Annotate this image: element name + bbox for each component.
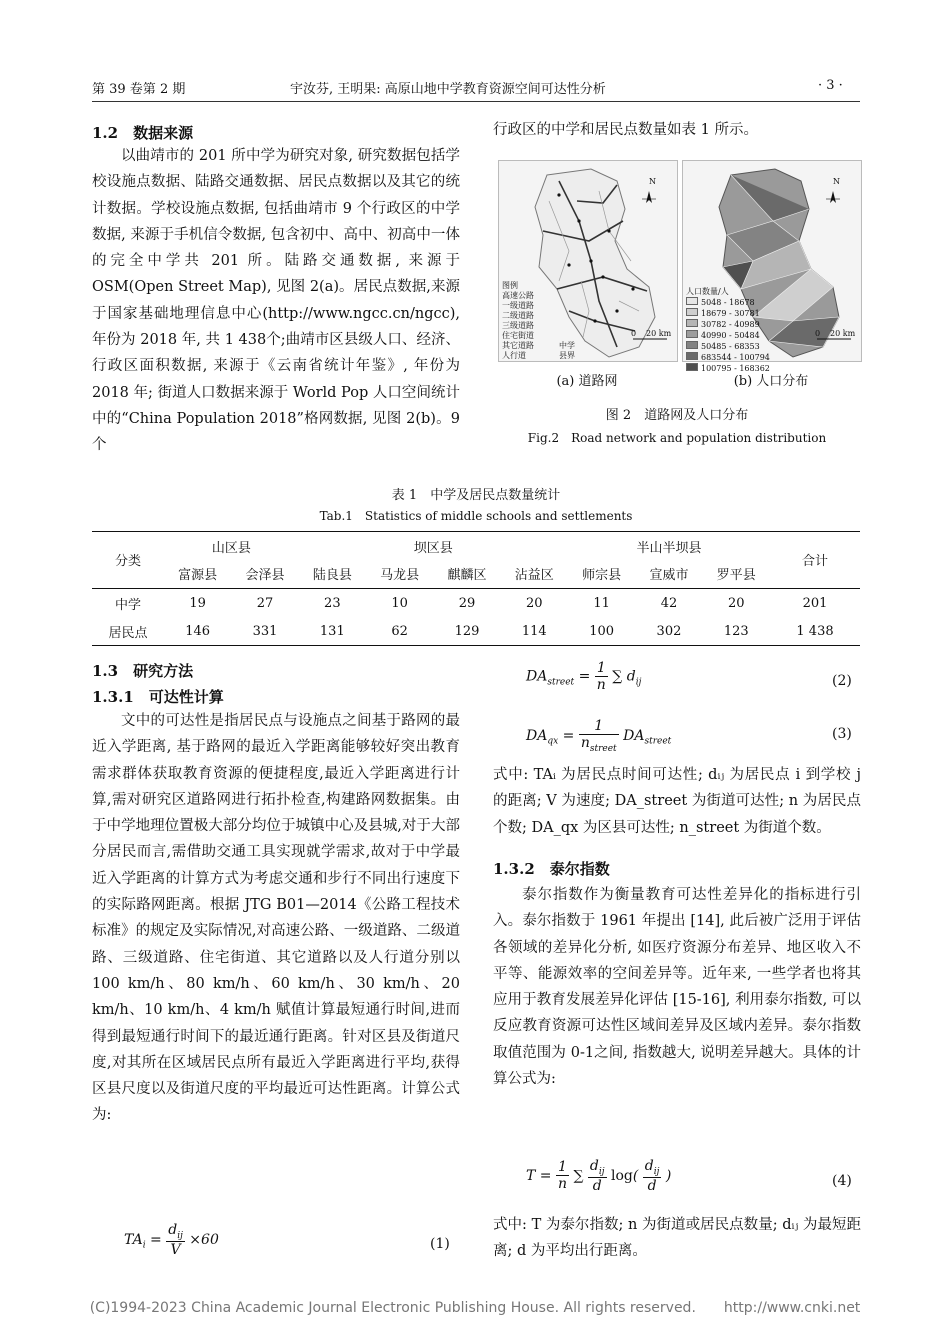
equation-4: T = $\frac{1}{n}$ ∑ $\frac{d_{ij}}{d}$ log( $\frac{d_{ij}}{d}$ ) xyxy=(526,1158,672,1194)
table-cell: 131 xyxy=(319,623,345,639)
population-legend-item xyxy=(686,330,770,341)
legend-label: 30782 - 40989 xyxy=(701,320,760,329)
table-cell: 19 xyxy=(189,595,206,611)
legend-label: 683544 - 100794 xyxy=(701,353,770,362)
equation-definitions-2: 式中: T 为泰尔指数; n 为街道或居民点数量; dᵢⱼ 为最短距离; d 为平均出行距离。 xyxy=(493,1217,861,1260)
road-legend-item: 住宅街道 xyxy=(502,331,534,340)
legend-swatch xyxy=(686,308,698,316)
table-1-caption-cn: 表 1 中学及居民点数量统计 xyxy=(391,488,561,503)
legend-label: 18679 - 30781 xyxy=(701,309,760,318)
table-row-label: 中学 xyxy=(114,597,141,613)
north-arrow-b xyxy=(826,191,840,203)
equation-2-number: (2) xyxy=(832,673,852,689)
table-cell: 331 xyxy=(252,623,278,639)
figure-2 xyxy=(498,160,860,389)
table-cell: 302 xyxy=(656,623,682,639)
north-label-b: N xyxy=(833,177,840,186)
copyright-footer: (C)1994-2023 China Academic Journal Electronic Publishing House. All rights reserved. http://www.cnki.net xyxy=(89,1300,861,1316)
section-1-3-2-title: 1.3.2 泰尔指数 xyxy=(493,860,610,878)
section-1-2-title: 1.2 数据来源 xyxy=(92,124,194,142)
table-cell: 27 xyxy=(256,595,274,611)
road-legend-item: 三级道路 xyxy=(502,321,534,330)
table-cell: 146 xyxy=(185,623,211,639)
north-arrow-a xyxy=(642,191,656,203)
table-row xyxy=(92,589,860,617)
equation-1: $TA_i$ = $\frac{d_{ij}}{V}$ ×60 xyxy=(124,1222,219,1258)
table-county-header: 师宗县 xyxy=(582,568,622,584)
population-legend-item xyxy=(686,352,770,363)
table-county-header: 马龙县 xyxy=(380,568,420,584)
table-1-caption-en: Tab.1 Statistics of middle schools and settlements xyxy=(319,509,633,523)
school-point-label: 中学 xyxy=(559,341,575,350)
legend-label: 40990 - 50484 xyxy=(701,331,760,340)
section-1-3-2-body: 泰尔指数作为衡量教育可达性差异化的指标进行引入。泰尔指数于 1961 年提出 [14], 此后被广泛用于评估各领域的差异化分析, 如医疗资源分布差异、地区收入不平等、能源效率的空间差异等。近年来, 一些学者也将其应用于教育发展差异化评估 [15-16], 利用泰尔指数, 可以反应教育资源可达性区域间差异及区域内差异。泰尔指数取值范围为 0-1之间, 指数越大, 说明差异越大。具体的计算公式为: xyxy=(493,887,861,1088)
table-group-header: 山区县 xyxy=(211,540,251,556)
county-boundary-label: 县界 xyxy=(559,351,575,360)
population-map xyxy=(682,160,862,373)
table-cell: 114 xyxy=(521,623,547,639)
table-county-header: 会泽县 xyxy=(245,568,285,584)
scale-label-a: 20 km xyxy=(646,329,672,338)
table-row xyxy=(92,617,860,645)
legend-swatch xyxy=(686,297,698,305)
section-1-3-1-title: 1.3.1 可达性计算 xyxy=(92,688,224,706)
table-1 xyxy=(92,531,860,646)
equation-4-number: (4) xyxy=(832,1173,852,1189)
scale-zero-b: 0 xyxy=(815,329,821,338)
table-cell: 42 xyxy=(660,595,678,611)
table-cell: 10 xyxy=(391,595,408,611)
table-cell: 62 xyxy=(391,623,408,639)
legend-label: 100795 - 168362 xyxy=(701,364,770,373)
equation-definitions-1: 式中: TAᵢ 为居民点时间可达性; dᵢⱼ 为居民点 i 到学校 j 的距离; V 为速度; DA_street 为街道可达性; n 为居民点个数; DA_qx 为区县可达性; n_street 为街道个数。 xyxy=(493,767,861,836)
legend-label: 5048 - 18678 xyxy=(701,298,755,307)
table-county-header: 麒麟区 xyxy=(447,568,487,584)
table-cell: 29 xyxy=(458,595,476,611)
table-header-total: 合计 xyxy=(801,554,828,570)
section-1-3-title: 1.3 研究方法 xyxy=(92,662,194,680)
table-cell: 123 xyxy=(723,623,749,639)
population-legend xyxy=(686,287,770,374)
legend-swatch xyxy=(686,319,698,327)
north-label-a: N xyxy=(649,177,656,186)
table-county-header: 富源县 xyxy=(178,568,218,584)
population-legend-title: 人口数量/人 xyxy=(686,287,729,296)
table-group-header: 半山半坝县 xyxy=(636,540,702,556)
scale-zero-a: 0 xyxy=(631,329,637,338)
road-legend-item: 二级道路 xyxy=(502,311,534,320)
header-rule xyxy=(92,101,860,102)
road-legend-title: 图例 xyxy=(502,281,518,290)
legend-label: 50485 - 68353 xyxy=(701,342,760,351)
table-county-header: 罗平县 xyxy=(716,568,756,584)
equation-3-number: (3) xyxy=(832,726,852,742)
table-county-header: 宣威市 xyxy=(649,568,689,584)
table-cell: 11 xyxy=(593,595,610,611)
table-cell-total: 1 438 xyxy=(796,623,834,639)
table-row-label: 居民点 xyxy=(108,625,148,641)
table-county-header: 沾益区 xyxy=(514,568,554,584)
equation-3: $DA_{qx}$ = $\frac{1}{n_{street}}$ $DA_{street}$ xyxy=(526,718,672,754)
figure-2-caption-en: Fig.2 Road network and population distribution xyxy=(527,431,827,445)
table-cell: 100 xyxy=(589,623,615,639)
equation-2: $DA_{street}$ = $\frac{1}{n}$ ∑ $d_{ij}$ xyxy=(526,660,642,693)
table-cell: 23 xyxy=(324,595,341,611)
population-legend-item xyxy=(686,308,770,319)
table-header-category: 分类 xyxy=(114,554,141,570)
table-county-header: 陆良县 xyxy=(312,568,352,584)
header-title: 宇汝芬, 王明果: 高原山地中学教育资源空间可达性分析 xyxy=(290,82,606,97)
road-legend-item: 人行道 xyxy=(502,351,526,360)
road-legend-item: 高速公路 xyxy=(502,291,534,300)
road-legend xyxy=(502,281,534,361)
road-legend-item: 一级道路 xyxy=(502,301,534,310)
legend-swatch xyxy=(686,341,698,349)
point-legend xyxy=(559,341,575,361)
table-cell-total: 201 xyxy=(802,595,828,611)
section-1-2-body: 以曲靖市的 201 所中学为研究对象, 研究数据包括学校设施点数据、陆路交通数据、居民点数据以及其它的统计数据。学校设施点数据, 包括曲靖市 9 个行政区的中学数据, 来源于手机信令数据, 包含初中、高中、初高中一体的完全中学共 201 所。陆路交通数据, 来源于 OSM(Open Street Map), 见图 2(a)。居民点数据,来源于国家基础地理信息中心(http://www.ngcc.cn/ngcc), 年份为 2018 年, 共 1 438个;曲靖市区县级人口、经济、行政区面积数据, 来源于《云南省统计年鉴》, 年份为 2018 年; 街道人口数据来源于 World Pop 人口空间统计中的“China Population 2018”格网数据, 见图 2(b)。9 个 xyxy=(92,148,460,454)
table-group-header: 坝区县 xyxy=(413,540,453,556)
legend-swatch xyxy=(686,330,698,338)
road-network-map xyxy=(498,160,678,362)
table-cell: 20 xyxy=(728,595,745,611)
population-legend-item xyxy=(686,319,770,330)
legend-swatch xyxy=(686,352,698,360)
table-cell: 20 xyxy=(526,595,543,611)
figure-2-caption-cn: 图 2 道路网及人口分布 xyxy=(605,408,749,423)
figure-2a-caption: (a) 道路网 xyxy=(556,374,618,389)
section-1-2-continued: 行政区的中学和居民点数量如表 1 所示。 xyxy=(493,122,758,138)
scale-label-b: 20 km xyxy=(830,329,856,338)
equation-1-number: (1) xyxy=(430,1236,450,1252)
figure-2b-caption: (b) 人口分布 xyxy=(733,374,809,389)
road-legend-item: 其它道路 xyxy=(502,341,534,350)
section-1-3-1-body: 文中的可达性是指居民点与设施点之间基于路网的最近入学距离, 基于路网的最近入学距离能够较好突出教育需求群体获取教育资源的便捷程度,最近入学距离进行计算,需对研究区道路网进行拓扑检查,构建路网数据集。由于中学地理位置极大部分均位于城镇中心及县城,对于大部分居民而言,需借助交通工具实现就学需求,故对于中学最近入学距离的计算方式为考虑交通和步行不同出行速度下的实际路网距离。根据 JTG B01—2014《公路工程技术标准》的规定及实际情况,对高速公路、一级道路、二级道路、三级道路、住宅街道、其它道路以及人行道分别以 100 km/h、80 km/h、60 km/h、30 km/h、20 km/h、10 km/h、4 km/h 赋值计算最短通行时间,进而得到最短通行时间下的最近通行距离。针对区县及街道尺度,对其所在区域居民点所有最近入学距离进行平均,获得区县尺度以及街道尺度的平均最近可达性距离。计算公式为: xyxy=(92,713,460,1124)
table-cell: 129 xyxy=(454,623,480,639)
population-legend-item xyxy=(686,341,770,352)
header-volume: 第 39 卷第 2 期 xyxy=(92,82,186,97)
population-legend-item xyxy=(686,297,770,308)
header-page: · 3 · xyxy=(818,78,843,93)
